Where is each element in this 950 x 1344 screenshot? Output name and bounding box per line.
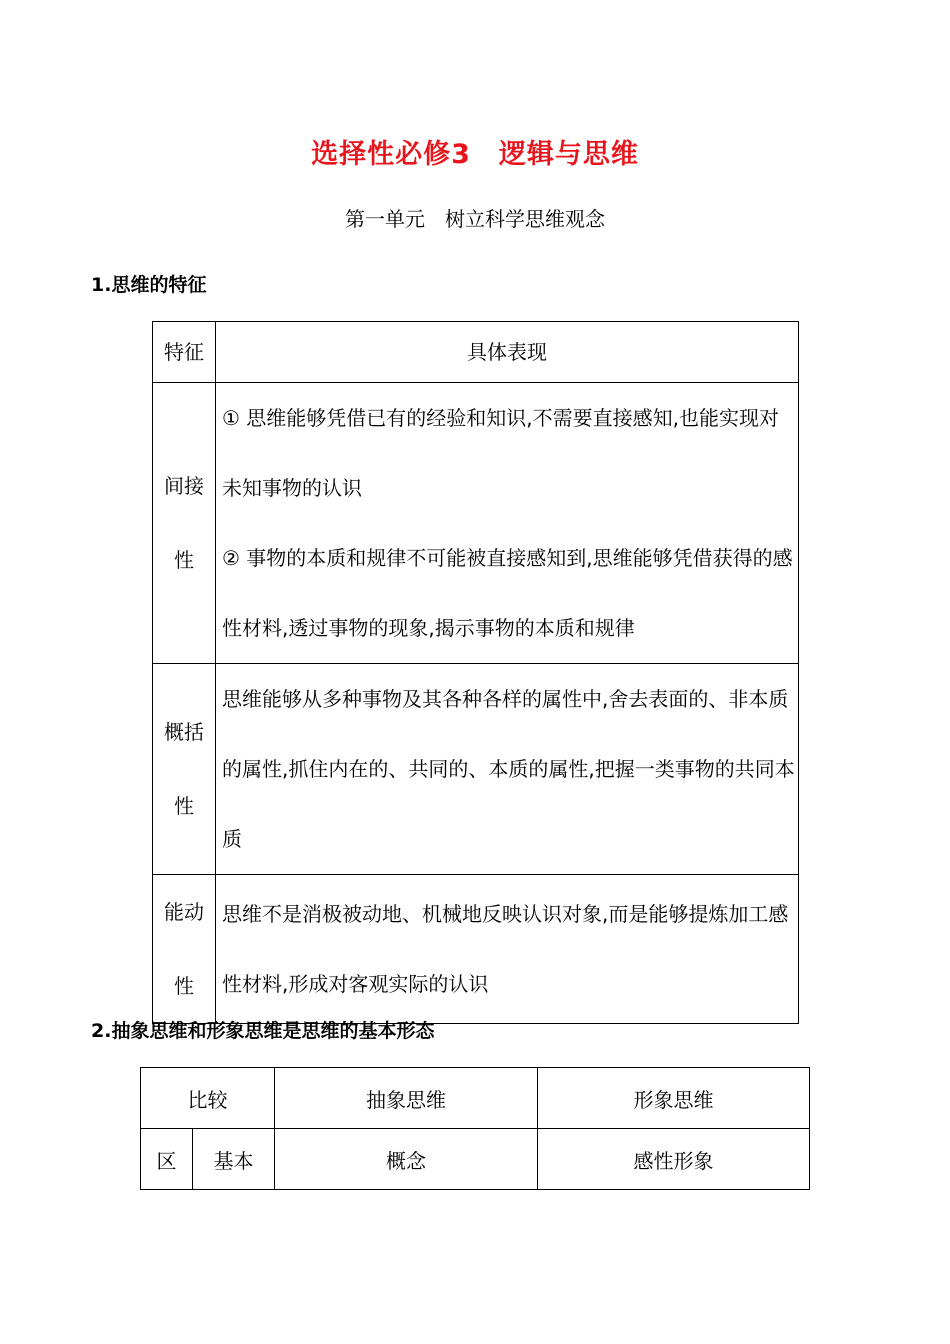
row-cell-basic: 基本 <box>193 1129 275 1190</box>
description-cell: ① 思维能够凭借已有的经验和知识,不需要直接感知,也能实现对未知事物的认识 ② 事物的本质和规律不可能被直接感知到,思维能够凭借获得的感性材料,透过事物的现象,揭示事物的本质和规律 <box>216 383 799 664</box>
section-heading-2: 2.抽象思维和形象思维是思维的基本形态 <box>91 1020 435 1042</box>
header-cell-description: 具体表现 <box>216 322 799 383</box>
features-table <box>152 321 799 1024</box>
row-cell-image-value: 感性形象 <box>538 1129 810 1190</box>
feature-label: 概括 <box>164 720 204 744</box>
table-header-row <box>141 1068 810 1129</box>
feature-label: 性 <box>174 974 194 998</box>
feature-label: 性 <box>174 794 194 818</box>
row-cell-difference: 区 <box>141 1129 193 1190</box>
feature-cell <box>153 875 216 1024</box>
description-cell: 思维不是消极被动地、机械地反映认识对象,而是能够提炼加工感性材料,形成对客观实际的认识 <box>216 875 799 1024</box>
header-cell-image: 形象思维 <box>538 1068 810 1129</box>
feature-cell <box>153 664 216 875</box>
header-cell-compare: 比较 <box>141 1068 275 1129</box>
document-title: 选择性必修3 逻辑与思维 <box>311 139 639 170</box>
header-cell-abstract: 抽象思维 <box>275 1068 538 1129</box>
feature-cell <box>153 383 216 664</box>
unit-subtitle: 第一单元 树立科学思维观念 <box>345 207 605 231</box>
feature-label: 间接 <box>164 474 204 498</box>
description-cell: 思维能够从多种事物及其各种各样的属性中,舍去表面的、非本质的属性,抓住内在的、共同的、本质的属性,把握一类事物的共同本质 <box>216 664 799 875</box>
table-row <box>153 383 799 664</box>
feature-label: 能动 <box>164 900 204 924</box>
table-row <box>153 664 799 875</box>
table-row <box>153 875 799 1024</box>
feature-label: 性 <box>174 548 194 572</box>
header-cell-feature: 特征 <box>153 322 216 383</box>
row-cell-abstract-value: 概念 <box>275 1129 538 1190</box>
comparison-table <box>140 1067 810 1190</box>
table-row <box>141 1129 810 1190</box>
table-header-row <box>153 322 799 383</box>
section-heading-1: 1.思维的特征 <box>91 274 207 296</box>
